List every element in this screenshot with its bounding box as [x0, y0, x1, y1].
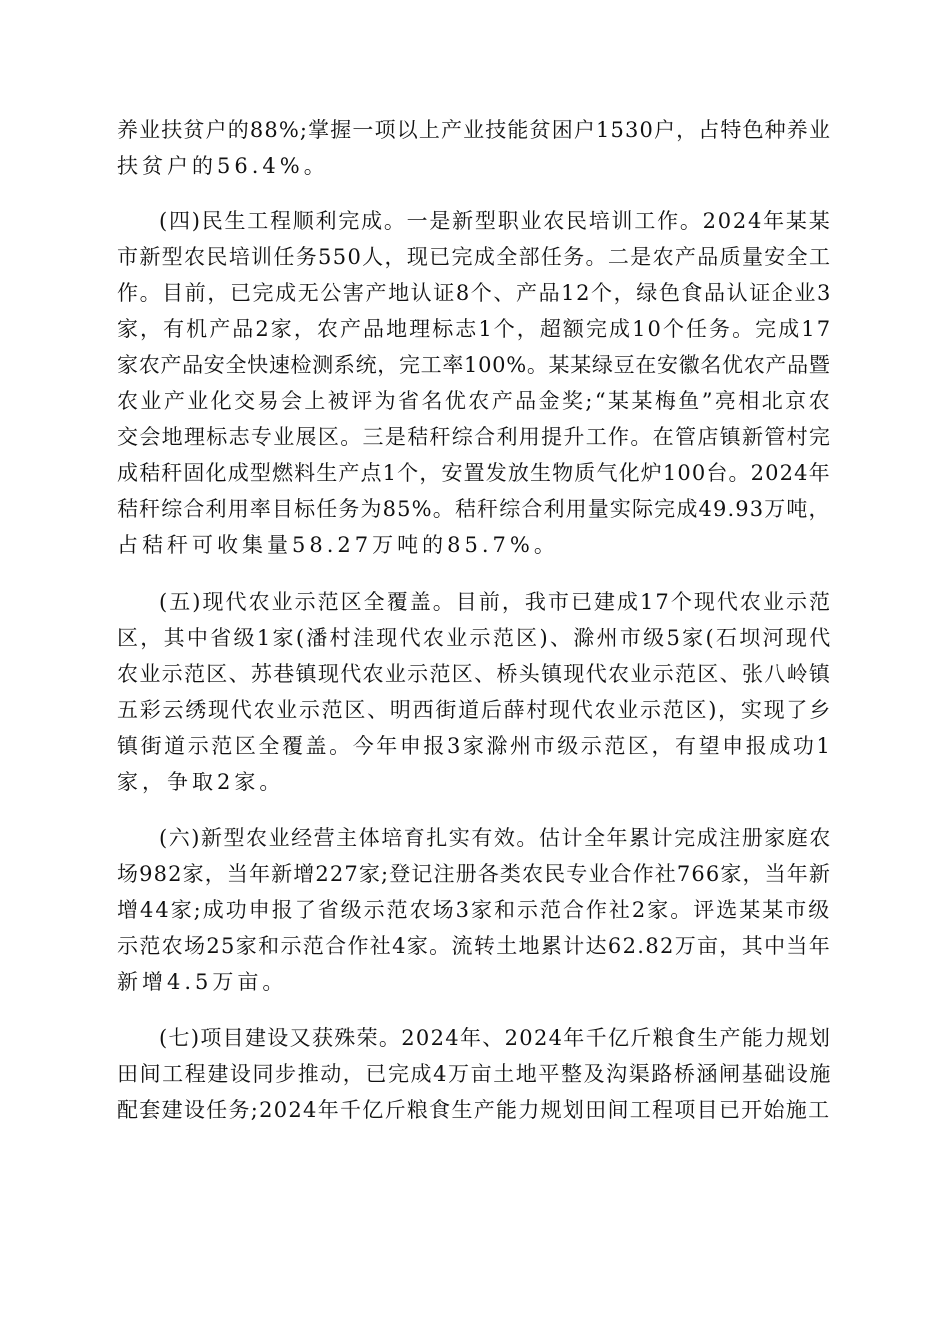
paragraph-line: 家，有机产品2家，农产品地理标志1个，超额完成10个任务。完成17	[117, 317, 833, 341]
paragraph-line: 家，争取2家。	[117, 770, 285, 794]
paragraph-line: 镇街道示范区全覆盖。今年申报3家滁州市级示范区，有望申报成功1	[117, 734, 833, 758]
paragraph-line: 田间工程建设同步推动，已完成4万亩土地平整及沟渠路桥涵闸基础设施	[117, 1062, 832, 1086]
paragraph-heading-line: (四)民生工程顺利完成。一是新型职业农民培训工作。2024年某某	[159, 209, 832, 233]
paragraph-line: 农业产业化交易会上被评为省名优农产品金奖;“某某梅鱼”亮相北京农	[117, 389, 832, 413]
paragraph-line: 示范农场25家和示范合作社4家。流转土地累计达62.82万亩，其中当年	[117, 934, 832, 958]
paragraph-line: 农业示范区、苏巷镇现代农业示范区、桥头镇现代农业示范区、张八岭镇	[117, 662, 832, 686]
paragraph-heading-line: (六)新型农业经营主体培育扎实有效。估计全年累计完成注册家庭农	[159, 826, 832, 850]
paragraph-line: 新增4.5万亩。	[117, 970, 288, 994]
paragraph-line: 交会地理标志专业展区。三是秸秆综合利用提升工作。在管店镇新管村完	[117, 425, 832, 449]
paragraph-line: 占秸秆可收集量58.27万吨的85.7%。	[117, 533, 559, 557]
paragraph-line: 五彩云绣现代农业示范区、明西街道后薛村现代农业示范区)，实现了乡	[117, 698, 832, 722]
paragraph-line: 作。目前，已完成无公害产地认证8个、产品12个，绿色食品认证企业3	[117, 281, 832, 305]
paragraph-line: 配套建设任务;2024年千亿斤粮食生产能力规划田间工程项目已开始施工	[117, 1098, 831, 1122]
paragraph-heading-line: (七)项目建设又获殊荣。2024年、2024年千亿斤粮食生产能力规划	[159, 1026, 832, 1050]
paragraph-line: 家农产品安全快速检测系统，完工率100%。某某绿豆在安徽名优农产品暨	[117, 353, 831, 377]
paragraph-heading-line: (五)现代农业示范区全覆盖。目前，我市已建成17个现代农业示范	[159, 590, 833, 614]
paragraph-line: 成秸秆固化成型燃料生产点1个，安置发放生物质气化炉100台。2024年	[117, 461, 831, 485]
paragraph-line: 场982家，当年新增227家;登记注册各类农民专业合作社766家，当年新	[117, 862, 831, 886]
paragraph-line: 市新型农民培训任务550人，现已完成全部任务。二是农产品质量安全工	[117, 245, 832, 269]
paragraph-line: 养业扶贫户的88%;掌握一项以上产业技能贫困户1530户，占特色种养业	[117, 118, 832, 142]
paragraph-line: 增44家;成功申报了省级示范农场3家和示范合作社2家。评选某某市级	[117, 898, 832, 922]
paragraph-line: 秸秆综合利用率目标任务为85%。秸秆综合利用量实际完成49.93万吨，	[117, 497, 831, 521]
paragraph-line: 扶贫户的56.4%。	[117, 154, 329, 178]
paragraph-line: 区，其中省级1家(潘村洼现代农业示范区)、滁州市级5家(石坝河现代	[117, 626, 833, 650]
